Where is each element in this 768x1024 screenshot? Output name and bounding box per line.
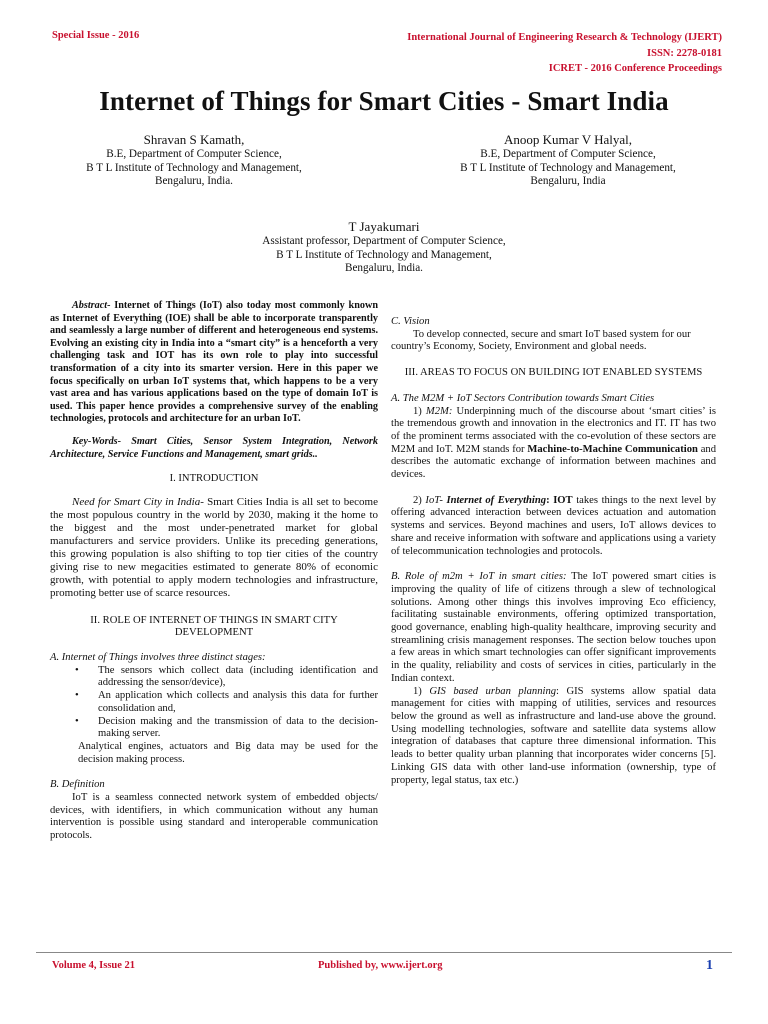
vision-paragraph: To develop connected, secure and smart IoT based system for our country’s Economy, Society, Environment and global needs. <box>391 328 691 353</box>
author-affil-2: B T L Institute of Technology and Management, <box>276 248 492 261</box>
section-heading-role: II. ROLE OF INTERNET OF THINGS IN SMART CITY DEVELOPMENT <box>90 614 338 639</box>
intro-paragraph <box>50 496 378 601</box>
section-heading-introduction: I. INTRODUCTION <box>169 473 259 485</box>
footer-publisher-link[interactable]: Published by, www.ijert.org <box>318 960 443 971</box>
author-name: Shravan S Kamath, <box>143 132 245 147</box>
author-affil-1: Assistant professor, Department of Computer Science, <box>262 235 506 248</box>
subsection-b: B. Definition <box>50 779 105 791</box>
intro-lead: Need for Smart City in India- <box>72 495 204 508</box>
stages-list <box>50 665 378 741</box>
gis-paragraph: 1) GIS based urban planning: GIS systems allow spatial data management for cities with mapping of utilities, services and resources below the ground as well as infrastructure and land-use above the ground. Using modelling technologies, software and satellite data systems allow integration of databases that capture three dimensional information. This leads to better quality urban planning that incorporates wider concerns [5]. Linking GIS data with other land-use information (ownership, type of property, legal status, tax etc.) <box>391 685 717 786</box>
abstract-text: Internet of Things (IoT) also today most commonly known as Internet of Everything (IOE) shall be able to incorporate transparently and seamlessly a large number of different and heterogeneous end systems. Evolving an existing city in India into a “smart city” is a henceforth a very challenging task and IOT has its own role to play into successful transformation of a city into its smarter version. Here in this paper we focus specifically on urban IoT systems that, which happens to be a very vast area and has various applications based on the type of domain IoT is used. This paper hence provides a comprehensive survey of the enabling technologies, protocols and architecture for an urban IoT. <box>50 300 378 425</box>
author-affil-3: Bengaluru, India <box>530 175 606 188</box>
page-number: 1 <box>706 958 713 973</box>
subsection-a: A. Internet of Things involves three distinct stages: <box>50 651 266 663</box>
author-name: T Jayakumari <box>348 219 420 234</box>
author-block-1 <box>44 133 344 189</box>
iot-paragraph: 2) IoT- Internet of Everything: IOT takes things to the next level by offering advanced interaction between devices actuation and automation systems and services. Beyond machines and users, IoT allows devices to share and receive information with software and applications using a variety of telecommunication technologies and protocols. <box>391 494 717 557</box>
author-block-2 <box>418 133 718 189</box>
right-column <box>391 316 716 787</box>
author-block-3 <box>184 220 584 276</box>
bullet-icon: • <box>75 715 79 727</box>
bullet-icon: • <box>75 664 79 676</box>
author-affil-2: B T L Institute of Technology and Management, <box>460 161 676 174</box>
abstract-label: Abstract- <box>72 300 111 311</box>
author-affil-3: Bengaluru, India. <box>345 262 423 275</box>
left-column <box>50 300 378 843</box>
m2m-paragraph: 1) M2M: Underpinning much of the discourse about ‘smart cities’ is the tremendous growth and innovation in the electronics and IT. IT has two of the prominent terms associated with the co-evolution of these sectors are M2M and IoT. M2M stands for Machine-to-Machine Communication and describes the automatic exchange of information between machines and devices. <box>391 405 717 481</box>
list-item: • An application which collects and analysis this data for further consolidation and, <box>75 690 378 714</box>
author-name: Anoop Kumar V Halyal, <box>503 132 633 147</box>
journal-name: International Journal of Engineering Research & Technology (IJERT) <box>407 32 722 43</box>
header-special-issue: Special Issue - 2016 <box>52 30 140 41</box>
list-item: • The sensors which collect data (including identification and addressing the sensor/device), <box>75 664 378 689</box>
footer-volume: Volume 4, Issue 21 <box>52 960 136 971</box>
author-affil-1: B.E, Department of Computer Science, <box>480 148 656 161</box>
author-affil-2: B T L Institute of Technology and Management, <box>86 161 302 174</box>
definition-paragraph: IoT is a seamless connected network system of embedded objects/ devices, with identifiers, in which communication without any human intervention is possible using standard and interoperable communication protocols. <box>50 792 378 842</box>
subsection-a-right: A. The M2M + IoT Sectors Contribution towards Smart Cities <box>391 392 655 404</box>
footer-divider <box>36 952 732 953</box>
section-heading-areas: III. AREAS TO FOCUS ON BUILDING IOT ENABLED SYSTEMS <box>404 367 703 379</box>
issn: ISSN: 2278-0181 <box>647 47 722 59</box>
intro-text: Smart Cities India is all set to become the most populous country in the world by 2030, making it the home to the biggest and the most under-penetrated market for global manufacturers and service providers. Unlike its preceding generations, this growing population is also shifting to top tier cities of the country giving rise to new megacities estimated to generate 80% of economic growth, with potential to apply modern technologies and infrastructure, promoting better use of scarce resources. <box>50 495 378 600</box>
keywords: Key-Words- Smart Cities, Sensor System Integration, Network Architecture, Service Functions and Management, smart grids.. <box>50 435 378 460</box>
paper-title: Internet of Things for Smart Cities - Smart India <box>99 86 669 116</box>
role-paragraph: B. Role of m2m + IoT in smart cities: The IoT powered smart cities is improving the quality of life of citizens through a slew of technological solutions. Among other things this involves improving Eco efficiency, facilitating sustainable environments, offering optimized transportation, good governance, enabling high-quality healthcare, improving security and streamlining crisis management responses. The section below touches upon a few areas in which smart technologies can offer significant improvements in the quality, reliability and costs of services in cities, particularly in the Indian context. <box>391 571 716 684</box>
after-bullets: Analytical engines, actuators and Big data may be used for the decision making process. <box>78 740 378 765</box>
subsection-c: C. Vision <box>391 316 430 327</box>
conference: ICRET - 2016 Conference Proceedings <box>548 63 722 74</box>
abstract <box>50 300 378 426</box>
author-affil-3: Bengaluru, India. <box>155 175 233 188</box>
author-affil-1: B.E, Department of Computer Science, <box>106 148 282 161</box>
header-journal-info <box>407 30 722 77</box>
bullet-icon: • <box>75 690 79 702</box>
list-item: • Decision making and the transmission of data to the decision-making server. <box>75 715 378 740</box>
